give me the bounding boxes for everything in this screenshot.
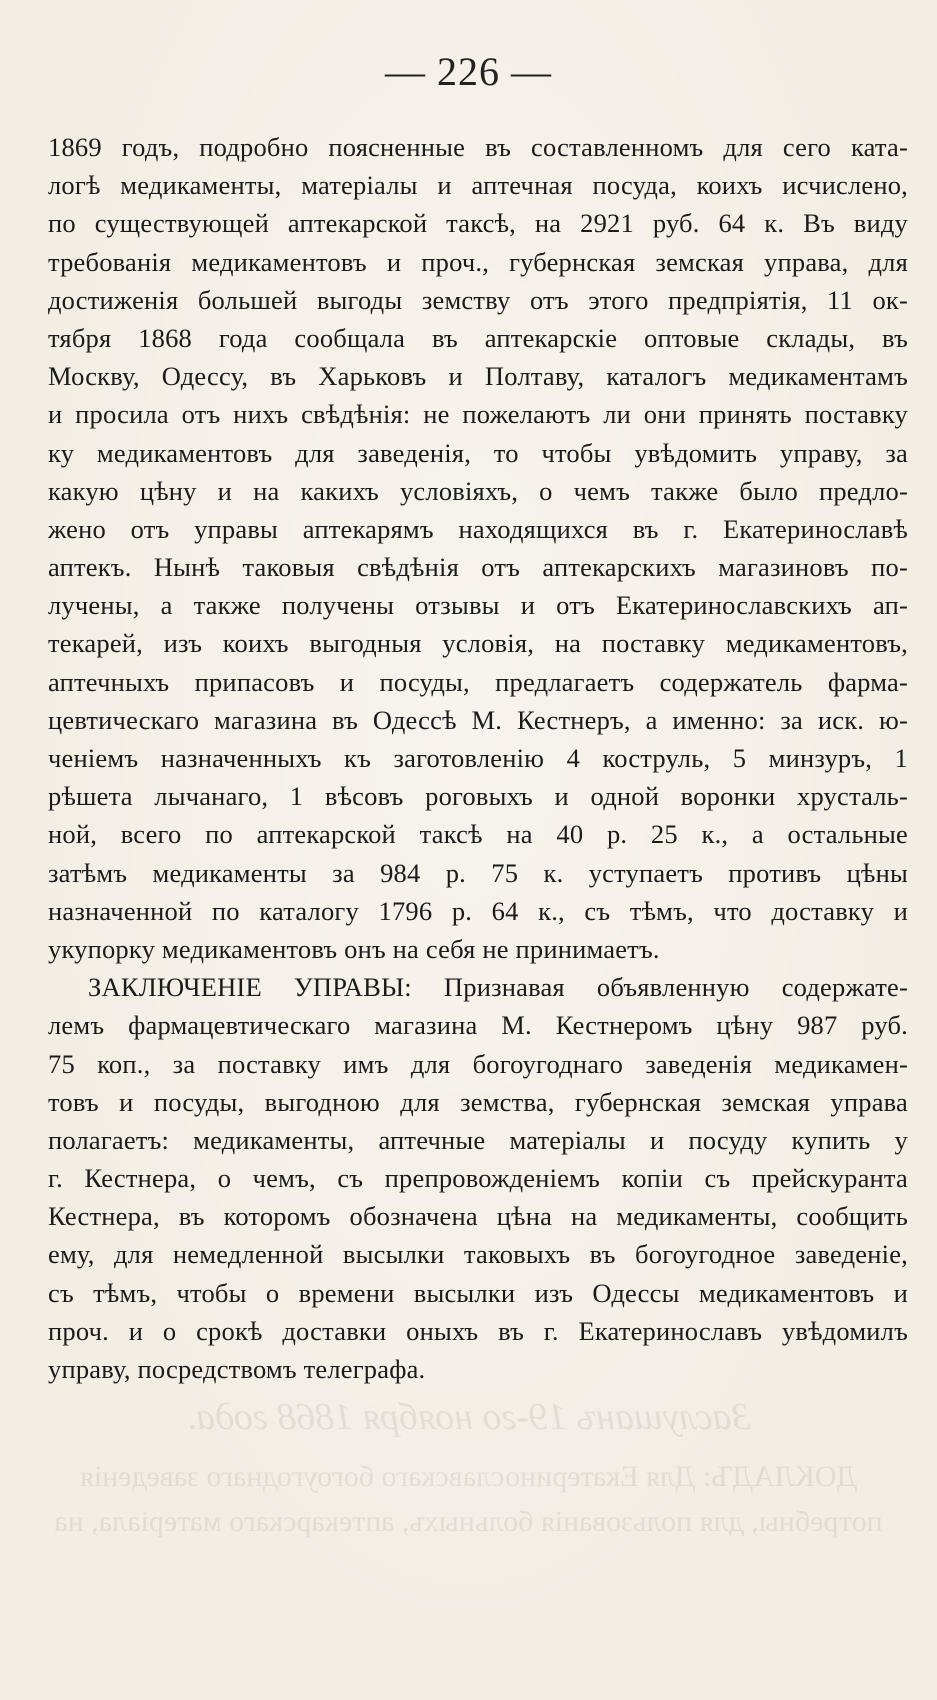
text-line: г. Кестнера, о чемъ, съ препровожденіемъ копіи съ прейскуранта [48, 1163, 908, 1194]
text-line: Москву, Одессу, въ Харьковъ и Полтаву, каталогъ медикаментамъ [48, 361, 908, 392]
text-line: и просила отъ нихъ свѣдѣнія: не пожелаютъ ли они принять поставку [48, 399, 908, 430]
text-line: 75 коп., за поставку имъ для богоугоднаго заведенія медикамен- [48, 1048, 908, 1079]
text-line: назначенной по каталогу 1796 р. 64 к., съ тѣмъ, что доставку и [48, 895, 908, 926]
text-line: какую цѣну и на какихъ условіяхъ, о чемъ также было предло- [48, 475, 908, 506]
text-line: управу, посредствомъ телеграфа. [48, 1354, 426, 1384]
text-line: достиженія большей выгоды земству отъ этого предпріятія, 11 ок- [48, 284, 908, 315]
text-line: рѣшета лычанаго, 1 вѣсовъ роговыхъ и одной воронки хрусталь- [48, 781, 908, 812]
text-line: лемъ фармацевтическаго магазина М. Кестнеромъ цѣну 987 руб. [48, 1010, 908, 1041]
page-number: — 226 — [385, 49, 552, 94]
text-line: по существующей аптекарской таксѣ, на 2921 руб. 64 к. Въ виду [48, 208, 908, 239]
text-line: товъ и посуды, выгодною для земства, губернская земская управа [48, 1086, 908, 1117]
text-line: лучены, а также получены отзывы и отъ Екатеринославскихъ ап- [48, 590, 908, 621]
text-line: укупорку медикаментовъ онъ на себя не принимаетъ. [48, 933, 660, 964]
paragraph-1 [48, 128, 908, 968]
text-line: ЗАКЛЮЧЕНІЕ УПРАВЫ: Признавая объявленную содержате- [88, 972, 908, 1003]
text-line: аптекъ. Нынѣ таковыя свѣдѣнія отъ аптекарскихъ магазиновъ по- [48, 552, 908, 583]
bleed-through-text: потребны, для пользованія больныхъ, аптекарскаго матеріала, на [54, 1505, 883, 1538]
text-line: жено отъ управы аптекарямъ находящихся въ г. Екатеринославѣ [48, 513, 908, 544]
text-line: текарей, изъ коихъ выгодныя условія, на поставку медикаментовъ, [48, 628, 908, 659]
text-line: затѣмъ медикаменты за 984 р. 75 к. уступаетъ противъ цѣны [48, 857, 908, 888]
text-line: тября 1868 года сообщала въ аптекарскіе оптовые склады, въ [48, 322, 908, 353]
text-line: ку медикаментовъ для заведенія, то чтобы увѣдомить управу, за [48, 437, 908, 468]
paragraph-2 [48, 968, 908, 1388]
text-line: аптечныхъ припасовъ и посуды, предлагаетъ содержатель фарма- [48, 666, 908, 697]
text-line: полагаетъ: медикаменты, аптечные матеріалы и посуду купить у [48, 1124, 908, 1155]
text-line: ему, для немедленной высылки таковыхъ въ богоугодное заведеніе, [48, 1239, 908, 1270]
text-line: требованія медикаментовъ и проч., губернская земская управа, для [48, 246, 908, 277]
text-line: логѣ медикаменты, матеріалы и аптечная посуда, коихъ исчислено, [48, 170, 908, 201]
bleed-through-text: Заслушанъ 19-го ноября 1868 года. [186, 1396, 751, 1438]
body-text [48, 128, 908, 1388]
text-line: ной, всего по аптекарской таксѣ на 40 р. 25 к., а остальные [48, 819, 908, 850]
text-line: съ тѣмъ, чтобы о времени высылки изъ Одессы медикаментовъ и [48, 1277, 908, 1308]
text-line: цевтическаго магазина въ Одессѣ М. Кестнеръ, а именно: за иск. ю- [48, 704, 908, 735]
text-line: 1869 годъ, подробно поясненные въ составленномъ для сего ката- [48, 132, 908, 162]
text-line: ченіемъ назначенныхъ къ заготовленію 4 коструль, 5 минзуръ, 1 [48, 743, 908, 773]
text-line: Кестнера, въ которомъ обозначена цѣна на медикаменты, сообщить [48, 1201, 908, 1232]
text-line: проч. и о срокѣ доставки оныхъ въ г. Екатеринославъ увѣдомилъ [48, 1315, 908, 1346]
bleed-through-text: ДОКЛАДЪ: Для Екатеринославскаго богоугоднаго заведенія [80, 1460, 857, 1493]
